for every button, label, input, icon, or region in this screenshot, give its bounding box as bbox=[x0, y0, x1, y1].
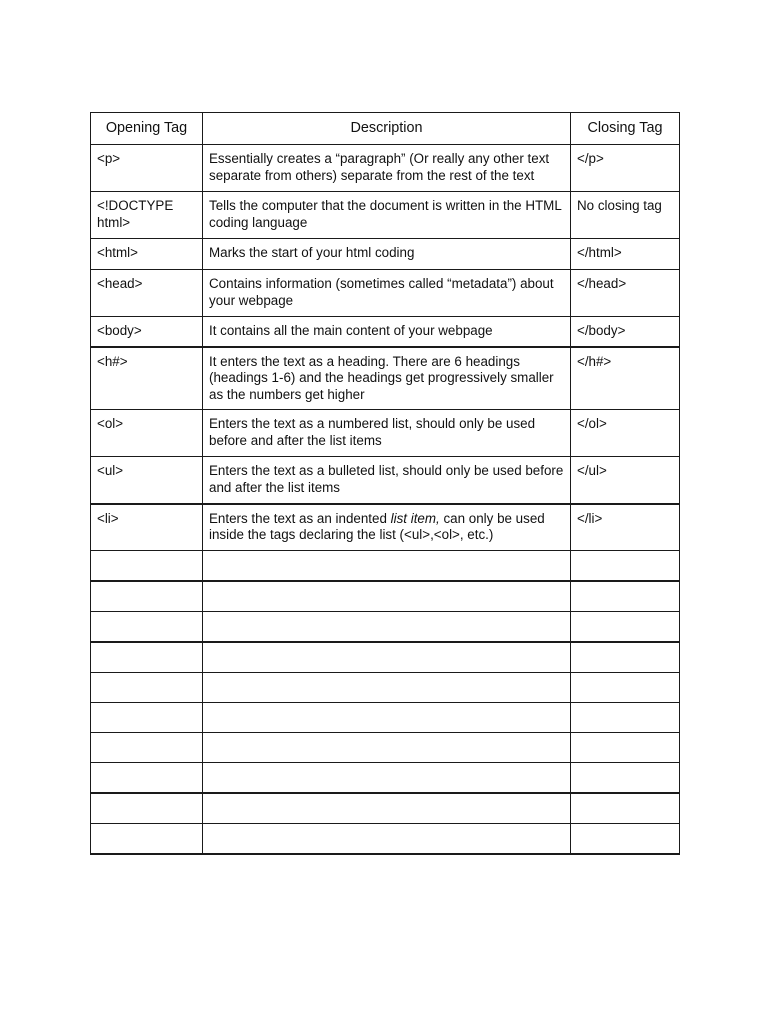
empty-cell bbox=[91, 673, 203, 703]
empty-cell bbox=[571, 642, 680, 673]
empty-table-row bbox=[91, 824, 680, 855]
empty-table-row bbox=[91, 733, 680, 763]
empty-cell bbox=[91, 642, 203, 673]
empty-cell bbox=[203, 673, 571, 703]
description-cell: It contains all the main content of your webpage bbox=[209, 323, 493, 338]
empty-cell bbox=[91, 793, 203, 824]
closing-tag-cell: </head> bbox=[577, 276, 627, 291]
empty-cell bbox=[91, 551, 203, 582]
empty-cell bbox=[91, 703, 203, 733]
empty-cell bbox=[571, 703, 680, 733]
opening-tag-cell: <h#> bbox=[97, 353, 128, 369]
opening-tag-cell: <ol> bbox=[97, 416, 124, 431]
table-row bbox=[91, 239, 680, 270]
empty-table-row bbox=[91, 612, 680, 643]
opening-tag-cell: <p> bbox=[97, 151, 121, 166]
description-cell: Enters the text as a numbered list, should only be used before and after the list items bbox=[209, 416, 536, 448]
empty-cell bbox=[203, 763, 571, 794]
description-italic-text: list item, bbox=[390, 510, 440, 526]
empty-cell bbox=[571, 733, 680, 763]
opening-tag-cell: <html> bbox=[97, 245, 138, 260]
opening-tag-cell: <head> bbox=[97, 276, 143, 291]
empty-cell bbox=[571, 551, 680, 582]
empty-cell bbox=[203, 703, 571, 733]
empty-cell bbox=[91, 612, 203, 643]
closing-tag-cell: </li> bbox=[577, 510, 603, 526]
closing-tag-cell: </body> bbox=[577, 323, 626, 338]
table-row bbox=[91, 145, 680, 192]
empty-cell bbox=[91, 824, 203, 855]
empty-table-row bbox=[91, 642, 680, 673]
empty-cell bbox=[91, 733, 203, 763]
table-row bbox=[91, 347, 680, 410]
empty-cell bbox=[203, 612, 571, 643]
description-cell: Enters the text as a bulleted list, should only be used before and after the list items bbox=[209, 463, 564, 495]
empty-cell bbox=[203, 793, 571, 824]
description-cell bbox=[203, 505, 570, 544]
empty-table-row bbox=[91, 793, 680, 824]
empty-cell bbox=[571, 673, 680, 703]
description-cell: It enters the text as a heading. There are 6 headings (headings 1-6) and the headings get progressively smaller as the numbers get higher bbox=[209, 353, 554, 402]
empty-cell bbox=[203, 733, 571, 763]
table-row bbox=[91, 410, 680, 457]
empty-cell bbox=[571, 763, 680, 794]
closing-tag-cell: </ol> bbox=[577, 416, 607, 431]
closing-tag-cell: </h#> bbox=[577, 353, 612, 369]
empty-table-row bbox=[91, 763, 680, 794]
empty-cell bbox=[571, 612, 680, 643]
description-cell: Contains information (sometimes called “metadata”) about your webpage bbox=[209, 276, 554, 308]
opening-tag-cell: <body> bbox=[97, 323, 142, 338]
empty-cell bbox=[571, 793, 680, 824]
closing-tag-cell: No closing tag bbox=[577, 198, 662, 213]
empty-cell bbox=[571, 824, 680, 855]
table-row bbox=[91, 504, 680, 551]
description-header: Description bbox=[203, 113, 571, 145]
description-cell: Tells the computer that the document is written in the HTML coding language bbox=[209, 198, 562, 230]
html-tags-table bbox=[90, 112, 680, 855]
description-text-end: can only be used inside the tags declaring the list (<ul>,<ol>, etc.) bbox=[209, 510, 545, 543]
table-row bbox=[91, 192, 680, 239]
empty-cell bbox=[571, 581, 680, 612]
empty-table-row bbox=[91, 703, 680, 733]
opening-tag-cell: <li> bbox=[97, 510, 119, 526]
table-row bbox=[91, 317, 680, 347]
closing-tag-cell: </ul> bbox=[577, 463, 607, 478]
empty-table-row bbox=[91, 673, 680, 703]
description-cell: Essentially creates a “paragraph” (Or really any other text separate from others) separate from the rest of the text bbox=[209, 151, 550, 183]
empty-cell bbox=[203, 824, 571, 855]
empty-cell bbox=[91, 581, 203, 612]
opening-tag-cell: <!DOCTYPE html> bbox=[97, 198, 174, 230]
empty-table-row bbox=[91, 581, 680, 612]
closing-tag-header: Closing Tag bbox=[571, 113, 680, 145]
table-header-row bbox=[91, 113, 680, 145]
closing-tag-cell: </p> bbox=[577, 151, 604, 166]
empty-cell bbox=[203, 551, 571, 582]
table-row bbox=[91, 457, 680, 504]
closing-tag-cell: </html> bbox=[577, 245, 622, 260]
opening-tag-cell: <ul> bbox=[97, 463, 124, 478]
empty-cell bbox=[203, 581, 571, 612]
empty-table-row bbox=[91, 551, 680, 582]
empty-cell bbox=[203, 642, 571, 673]
table-row bbox=[91, 270, 680, 317]
description-cell: Marks the start of your html coding bbox=[209, 245, 415, 260]
empty-cell bbox=[91, 763, 203, 794]
description-text-start: Enters the text as an indented bbox=[209, 510, 391, 526]
opening-tag-header: Opening Tag bbox=[91, 113, 203, 145]
